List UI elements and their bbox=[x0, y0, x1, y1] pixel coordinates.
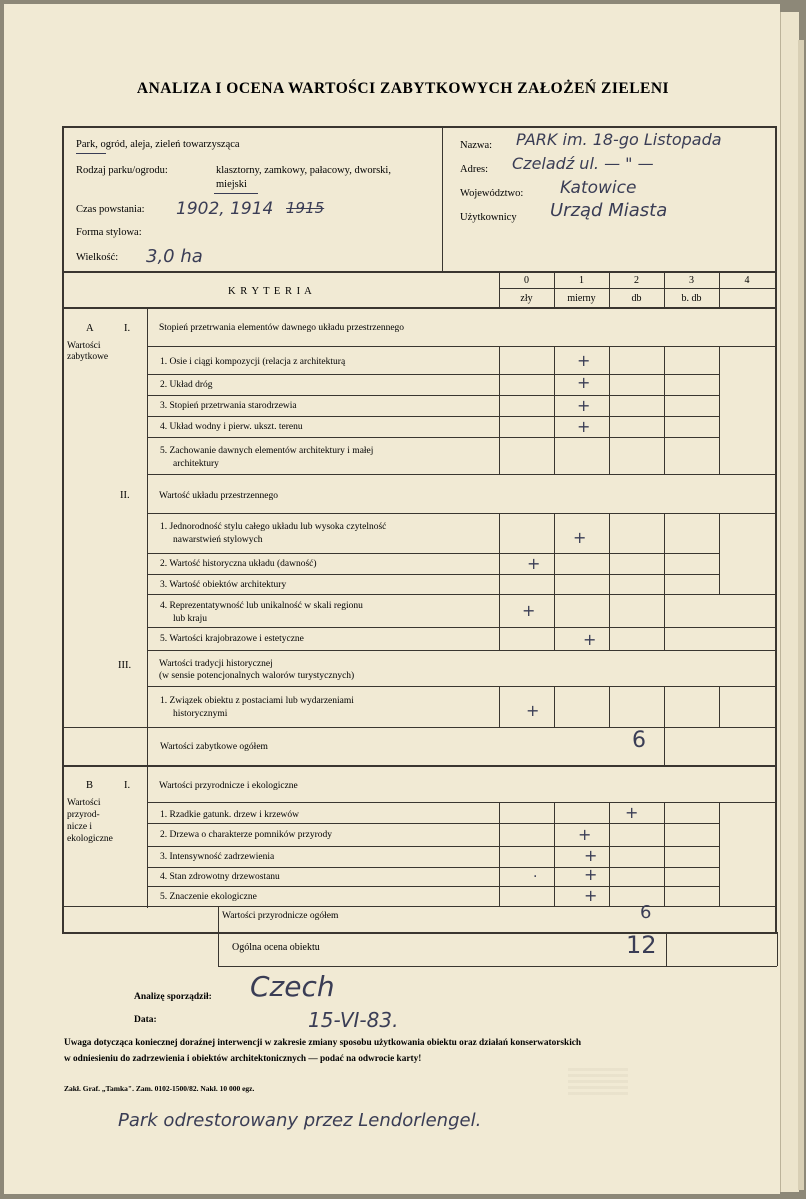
a1-col3 bbox=[664, 346, 665, 474]
printer-info: Zakł. Graf. „Tamka". Zam. 0102-1500/82. Nakł. 10 000 egz. bbox=[64, 1084, 255, 1093]
section-a-letter: A bbox=[86, 323, 94, 334]
mark-a2-r1: + bbox=[573, 528, 587, 547]
czas-value: 1902, 1914 bbox=[176, 199, 274, 219]
mark-a3-r1: + bbox=[526, 701, 540, 720]
mark-a1-r3: + bbox=[577, 396, 591, 415]
a3-r1a: 1. Związek obiektu z postaciami lub wydarzeniami bbox=[160, 696, 354, 706]
a3-col3 bbox=[664, 686, 665, 727]
a1-bottom bbox=[147, 474, 776, 475]
mark-a1-r1: + bbox=[577, 351, 591, 370]
a3-sep bbox=[147, 686, 776, 687]
frame-left bbox=[62, 126, 64, 934]
section-b-letter: B bbox=[86, 780, 94, 791]
mark-a1-r4: + bbox=[577, 417, 591, 436]
nazwa-label: Nazwa: bbox=[460, 140, 493, 151]
mark-b1-r1: + bbox=[625, 803, 639, 822]
b1-col3 bbox=[664, 802, 665, 906]
a2-r4a: 4. Reprezentatywność lub unikalność w skali regionu bbox=[160, 601, 363, 611]
a1-col1 bbox=[554, 346, 555, 474]
a1-r1-bottom bbox=[147, 374, 719, 375]
b1-r3-bottom bbox=[147, 867, 719, 868]
a1-col4 bbox=[719, 346, 720, 474]
header-bottom bbox=[62, 271, 776, 273]
criteria-subdivider bbox=[499, 288, 775, 289]
b1-col0 bbox=[499, 802, 500, 906]
b1-col2 bbox=[609, 802, 610, 906]
mark-a2-r4: + bbox=[522, 601, 536, 620]
mark-b1-r3: + bbox=[584, 846, 598, 865]
criteria-bottom bbox=[62, 307, 776, 309]
overall-col bbox=[666, 932, 667, 966]
section-a-name: Wartości zabytkowe bbox=[67, 341, 109, 362]
col-num-3: 3 bbox=[689, 275, 694, 286]
a2-r4-bottom bbox=[147, 627, 776, 628]
b1-col1 bbox=[554, 802, 555, 906]
faded-stamp bbox=[568, 1065, 628, 1095]
a3-r1b: historycznymi bbox=[173, 709, 228, 719]
criteria-label: K R Y T E R I A bbox=[228, 286, 313, 297]
page-edge-2 bbox=[798, 40, 804, 1190]
section-a-bottom bbox=[62, 765, 776, 767]
group-a2-title: Wartość układu przestrzennego bbox=[159, 491, 278, 501]
section-b-bottom bbox=[62, 932, 776, 934]
section-b-name-3: nicze i bbox=[67, 822, 93, 832]
col-num-0: 0 bbox=[524, 275, 529, 286]
b-total-left bbox=[218, 906, 219, 966]
b1-sep bbox=[147, 802, 776, 803]
mark-b1-r5: + bbox=[584, 886, 598, 905]
a2-r1b: nawarstwień stylowych bbox=[173, 535, 263, 545]
frame-top bbox=[62, 126, 776, 128]
a1-r4: 4. Układ wodny i pierw. ukszt. terenu bbox=[160, 422, 303, 432]
a1-r5a: 5. Zachowanie dawnych elementów architektury i małej bbox=[160, 446, 374, 456]
a2-bottom bbox=[147, 650, 776, 651]
adres-value: Czeladź ul. — " — bbox=[512, 154, 654, 173]
section-b-name-4: ekologiczne bbox=[67, 834, 113, 844]
a3-col1 bbox=[554, 686, 555, 727]
col-num-1: 1 bbox=[579, 275, 584, 286]
a2-col3 bbox=[664, 513, 665, 650]
a2-col2 bbox=[609, 513, 610, 650]
a2-r4b: lub kraju bbox=[173, 614, 208, 624]
a2-col4 bbox=[719, 513, 720, 594]
a2-r5: 5. Wartości krajobrazowe i estetyczne bbox=[160, 634, 304, 644]
b1-r3: 3. Intensywność zadrzewienia bbox=[160, 852, 275, 862]
a1-r3: 3. Stopień przetrwania starodrzewia bbox=[160, 401, 297, 411]
a1-r4-bottom bbox=[147, 437, 719, 438]
mark-a2-r2: + bbox=[527, 554, 541, 573]
rodzaj-options: klasztorny, zamkowy, pałacowy, dworski, bbox=[216, 165, 391, 176]
a2-sep bbox=[147, 513, 776, 514]
section-a-roman3: III. bbox=[118, 660, 132, 671]
mark-b1-r4: + bbox=[584, 865, 598, 884]
a1-r2-bottom bbox=[147, 395, 719, 396]
a-total-col bbox=[664, 727, 665, 765]
a2-r3-bottom bbox=[147, 594, 776, 595]
a-total-label: Wartości zabytkowe ogółem bbox=[160, 742, 268, 752]
col-text-0: zły bbox=[520, 293, 533, 304]
section-b-name-1: Wartości bbox=[67, 798, 101, 808]
b-total-value: 6 bbox=[640, 902, 652, 923]
page-edge bbox=[780, 12, 799, 1192]
section-b-roman1: I. bbox=[124, 780, 131, 791]
a2-r2: 2. Wartość historyczna układu (dawność) bbox=[160, 559, 317, 569]
overall-label: Ogólna ocena obiektu bbox=[232, 942, 320, 953]
b1-r2-bottom bbox=[147, 846, 719, 847]
a1-r5b: architektury bbox=[173, 459, 219, 469]
a3-col2 bbox=[609, 686, 610, 727]
section-a-roman2: II. bbox=[120, 490, 130, 501]
date-label: Data: bbox=[134, 1015, 157, 1025]
group-a3-title: Wartości tradycji historycznej bbox=[159, 659, 273, 669]
adres-label: Adres: bbox=[460, 164, 488, 175]
b1-r4-bottom bbox=[147, 886, 719, 887]
b1-r5: 5. Znaczenie ekologiczne bbox=[160, 892, 257, 902]
czas-label: Czas powstania: bbox=[76, 204, 145, 215]
rodzaj-selected: miejski bbox=[216, 179, 247, 190]
a2-col0 bbox=[499, 513, 500, 650]
overall-right bbox=[777, 932, 778, 966]
woj-label: Województwo: bbox=[460, 188, 524, 199]
mark-a2-r5: + bbox=[583, 630, 597, 649]
b1-r1-bottom bbox=[147, 823, 719, 824]
woj-value: Katowice bbox=[560, 178, 637, 198]
b-total-label: Wartości przyrodnicze ogółem bbox=[222, 911, 339, 921]
prepared-label: Analizę sporządził: bbox=[134, 992, 212, 1002]
a2-r3: 3. Wartość obiektów architektury bbox=[160, 580, 287, 590]
mark-dot: · bbox=[533, 869, 538, 885]
uzyt-value: Urząd Miasta bbox=[550, 200, 668, 221]
label-col-divider bbox=[147, 307, 148, 765]
b1-bottom bbox=[62, 906, 776, 907]
czas-crossed: 1915 bbox=[286, 199, 325, 217]
type-line: Park, ogród, aleja, zieleń towarzysząca bbox=[76, 139, 240, 150]
section-b-name-2: przyrod- bbox=[67, 810, 100, 820]
a3-col0 bbox=[499, 686, 500, 727]
a-total-value: 6 bbox=[632, 728, 646, 753]
col-text-2: db bbox=[631, 293, 642, 304]
a1-r3-bottom bbox=[147, 416, 719, 417]
col-num-2: 2 bbox=[634, 275, 639, 286]
a1-r1: 1. Osie i ciągi kompozycji (relacja z architekturą bbox=[160, 357, 346, 367]
overall-bottom bbox=[218, 966, 777, 967]
prepared-signature: Czech bbox=[250, 970, 335, 1003]
uzyt-label: Użytkownicy bbox=[460, 212, 517, 223]
group-a1-title: Stopień przetrwania elementów dawnego układu przestrzennego bbox=[159, 323, 405, 333]
mark-b1-r2: + bbox=[578, 825, 592, 844]
date-value: 15-VI-83. bbox=[308, 1008, 399, 1032]
col-text-1: mierny bbox=[567, 293, 596, 304]
b1-r1: 1. Rzadkie gatunk. drzew i krzewów bbox=[160, 810, 300, 820]
note-line-2: w odniesieniu do zadrzewienia i obiektów architektonicznych — podać na odwrocie karty! bbox=[64, 1054, 422, 1064]
a1-col2 bbox=[609, 346, 610, 474]
col-num-4: 4 bbox=[744, 275, 750, 286]
b1-r2: 2. Drzewa o charakterze pomników przyrody bbox=[160, 830, 332, 840]
handwritten-note: Park odrestorowany przez Lendorlengel. bbox=[118, 1110, 482, 1131]
mark-a1-r2: + bbox=[577, 373, 591, 392]
a1-sep bbox=[147, 346, 776, 347]
wielkosc-label: Wielkość: bbox=[76, 252, 119, 263]
note-line-1: Uwaga dotycząca koniecznej doraźnej interwencji w zakresie zmiany sposobu użytkowania obiektu oraz działań konserwatorskich bbox=[64, 1038, 582, 1048]
a1-col0 bbox=[499, 346, 500, 474]
group-b1-title: Wartości przyrodnicze i ekologiczne bbox=[159, 781, 298, 791]
section-a-roman1: I. bbox=[124, 323, 131, 334]
a2-col1 bbox=[554, 513, 555, 650]
a2-r1a: 1. Jednorodność stylu całego układu lub wysoka czytelność bbox=[160, 522, 387, 532]
type-underline bbox=[76, 153, 106, 154]
form-title: ANALIZA I OCENA WARTOŚCI ZABYTKOWYCH ZAŁOŻEŃ ZIELENI bbox=[136, 80, 670, 97]
rodzaj-label: Rodzaj parku/ogrodu: bbox=[76, 165, 168, 176]
a3-col4 bbox=[719, 686, 720, 727]
overall-value: 12 bbox=[626, 931, 657, 959]
forma-label: Forma stylowa: bbox=[76, 227, 142, 238]
b1-col4 bbox=[719, 802, 720, 906]
a1-r2: 2. Układ dróg bbox=[160, 380, 213, 390]
rodzaj-underline bbox=[214, 193, 258, 194]
group-a3-sub: (w sensie potencjonalnych walorów turystycznych) bbox=[159, 671, 355, 681]
col-text-3: b. db bbox=[681, 293, 702, 304]
a3-bottom bbox=[62, 727, 776, 728]
header-divider bbox=[442, 126, 443, 271]
a2-r1-bottom bbox=[147, 553, 719, 554]
a2-r2-bottom bbox=[147, 574, 719, 575]
wielkosc-value: 3,0 ha bbox=[146, 246, 203, 267]
frame-right bbox=[775, 126, 777, 934]
b1-r4: 4. Stan zdrowotny drzewostanu bbox=[160, 872, 280, 882]
nazwa-value: PARK im. 18-go Listopada bbox=[516, 130, 722, 149]
